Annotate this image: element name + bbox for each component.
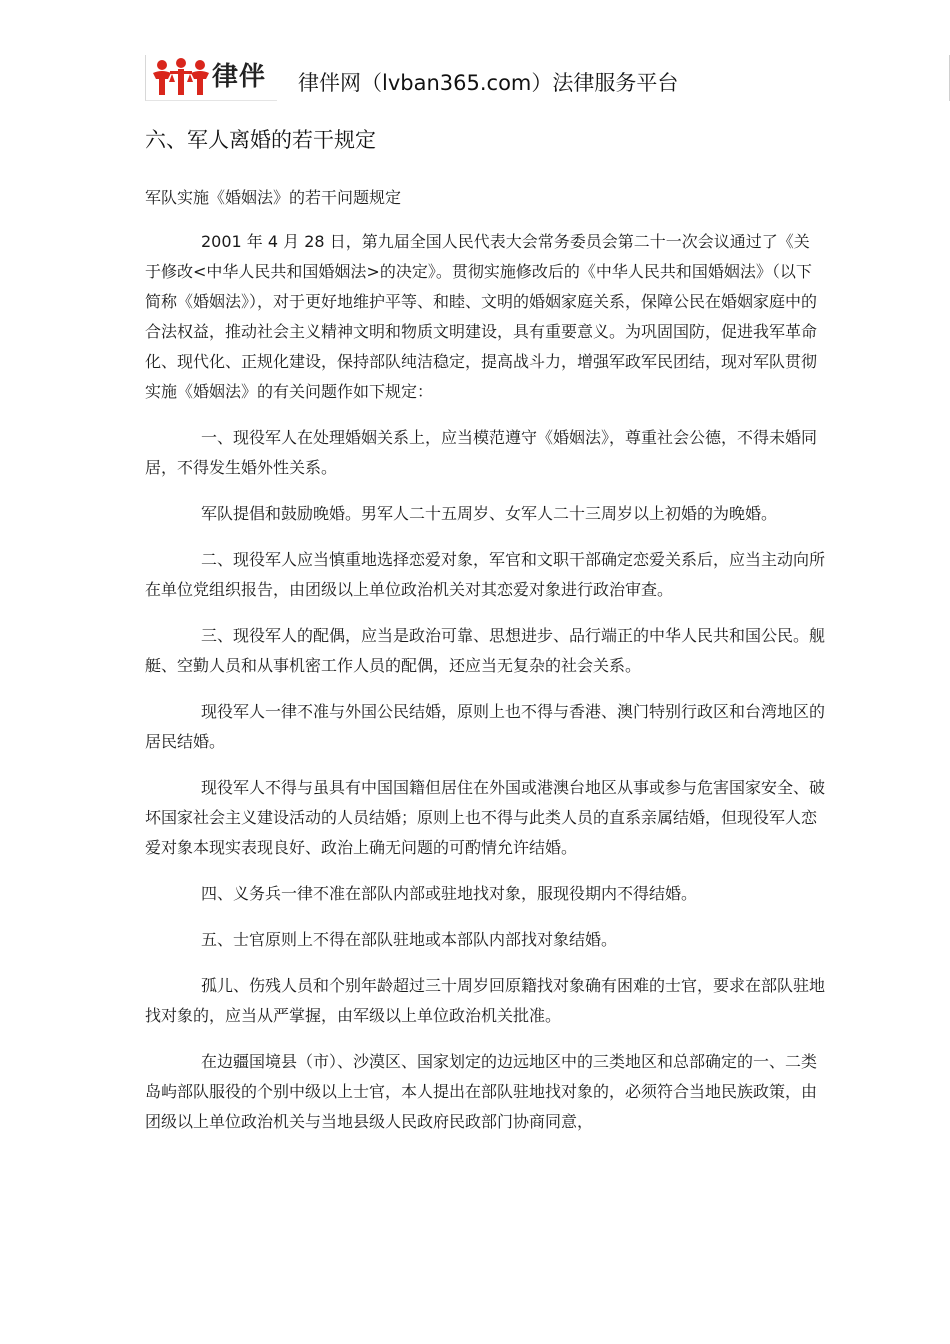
lvban-logo [145,55,277,101]
paragraph: 军队提倡和鼓励晚婚。男军人二十五周岁、女军人二十三周岁以上初婚的为晚婚。 [201,504,778,523]
paragraph: 现役军人一律不准与外国公民结婚，原则上也不得与香港、澳门特别行政区和台湾地区的居民结婚。 [145,702,826,751]
document-subtitle: 军队实施《婚姻法》的若干问题规定 [145,188,402,207]
paragraph: 现役军人不得与虽具有中国国籍但居住在外国或港澳台地区从事或参与危害国家安全、破坏国家社会主义建设活动的人员结婚；原则上也不得与此类人员的直系亲属结婚，但现役军人恋爱对象本现实表现良好、政治上确无问题的可酌情允许结婚。 [145,778,826,857]
section-title: 六、军人离婚的若干规定 [145,128,376,152]
logo-figures-icon [150,57,212,99]
page-header [145,55,950,101]
paragraph: 五、士官原则上不得在部队驻地或本部队内部找对象结婚。 [201,930,618,949]
document-body [145,125,825,1153]
paragraph: 孤儿、伤残人员和个别年龄超过三十周岁回原籍找对象确有困难的士官，要求在部队驻地找对象的，应当从严掌握，由军级以上单位政治机关批准。 [145,976,826,1025]
site-title: 律伴网（lvban365.com）法律服务平台 [298,71,679,95]
logo-text: 律伴 [212,62,267,92]
paragraph: 在边疆国境县（市）、沙漠区、国家划定的边远地区中的三类地区和总部确定的一、二类岛屿部队服役的个别中级以上士官，本人提出在部队驻地找对象的，必须符合当地民族政策，由团级以上单位政治机关与当地县级人民政府民政部门协商同意， [145,1052,818,1131]
paragraph: 四、义务兵一律不准在部队内部或驻地找对象，服现役期内不得结婚。 [201,884,698,903]
paragraph: 二、现役军人应当慎重地选择恋爱对象，军官和文职干部确定恋爱关系后，应当主动向所在单位党组织报告，由团级以上单位政治机关对其恋爱对象进行政治审查。 [145,550,826,599]
paragraph: 三、现役军人的配偶，应当是政治可靠、思想进步、品行端正的中华人民共和国公民。舰艇、空勤人员和从事机密工作人员的配偶，还应当无复杂的社会关系。 [145,626,826,675]
paragraph: 2001 年 4 月 28 日，第九届全国人民代表大会常务委员会第二十一次会议通过了《关于修改<中华人民共和国婚姻法>的决定》。贯彻实施修改后的《中华人民共和国婚姻法》（以下简称《婚姻法》），对于更好地维护平等、和睦、文明的婚姻家庭关系，保障公民在婚姻家庭中的合法权益，推动社会主义精神文明和物质文明建设，具有重要意义。为巩固国防，促进我军革命化、现代化、正规化建设，保持部队纯洁稳定，提高战斗力，增强军政军民团结，现对军队贯彻实施《婚姻法》的有关问题作如下规定： [145,232,818,401]
paragraph: 一、现役军人在处理婚姻关系上，应当模范遵守《婚姻法》，尊重社会公德，不得未婚同居，不得发生婚外性关系。 [145,428,818,477]
